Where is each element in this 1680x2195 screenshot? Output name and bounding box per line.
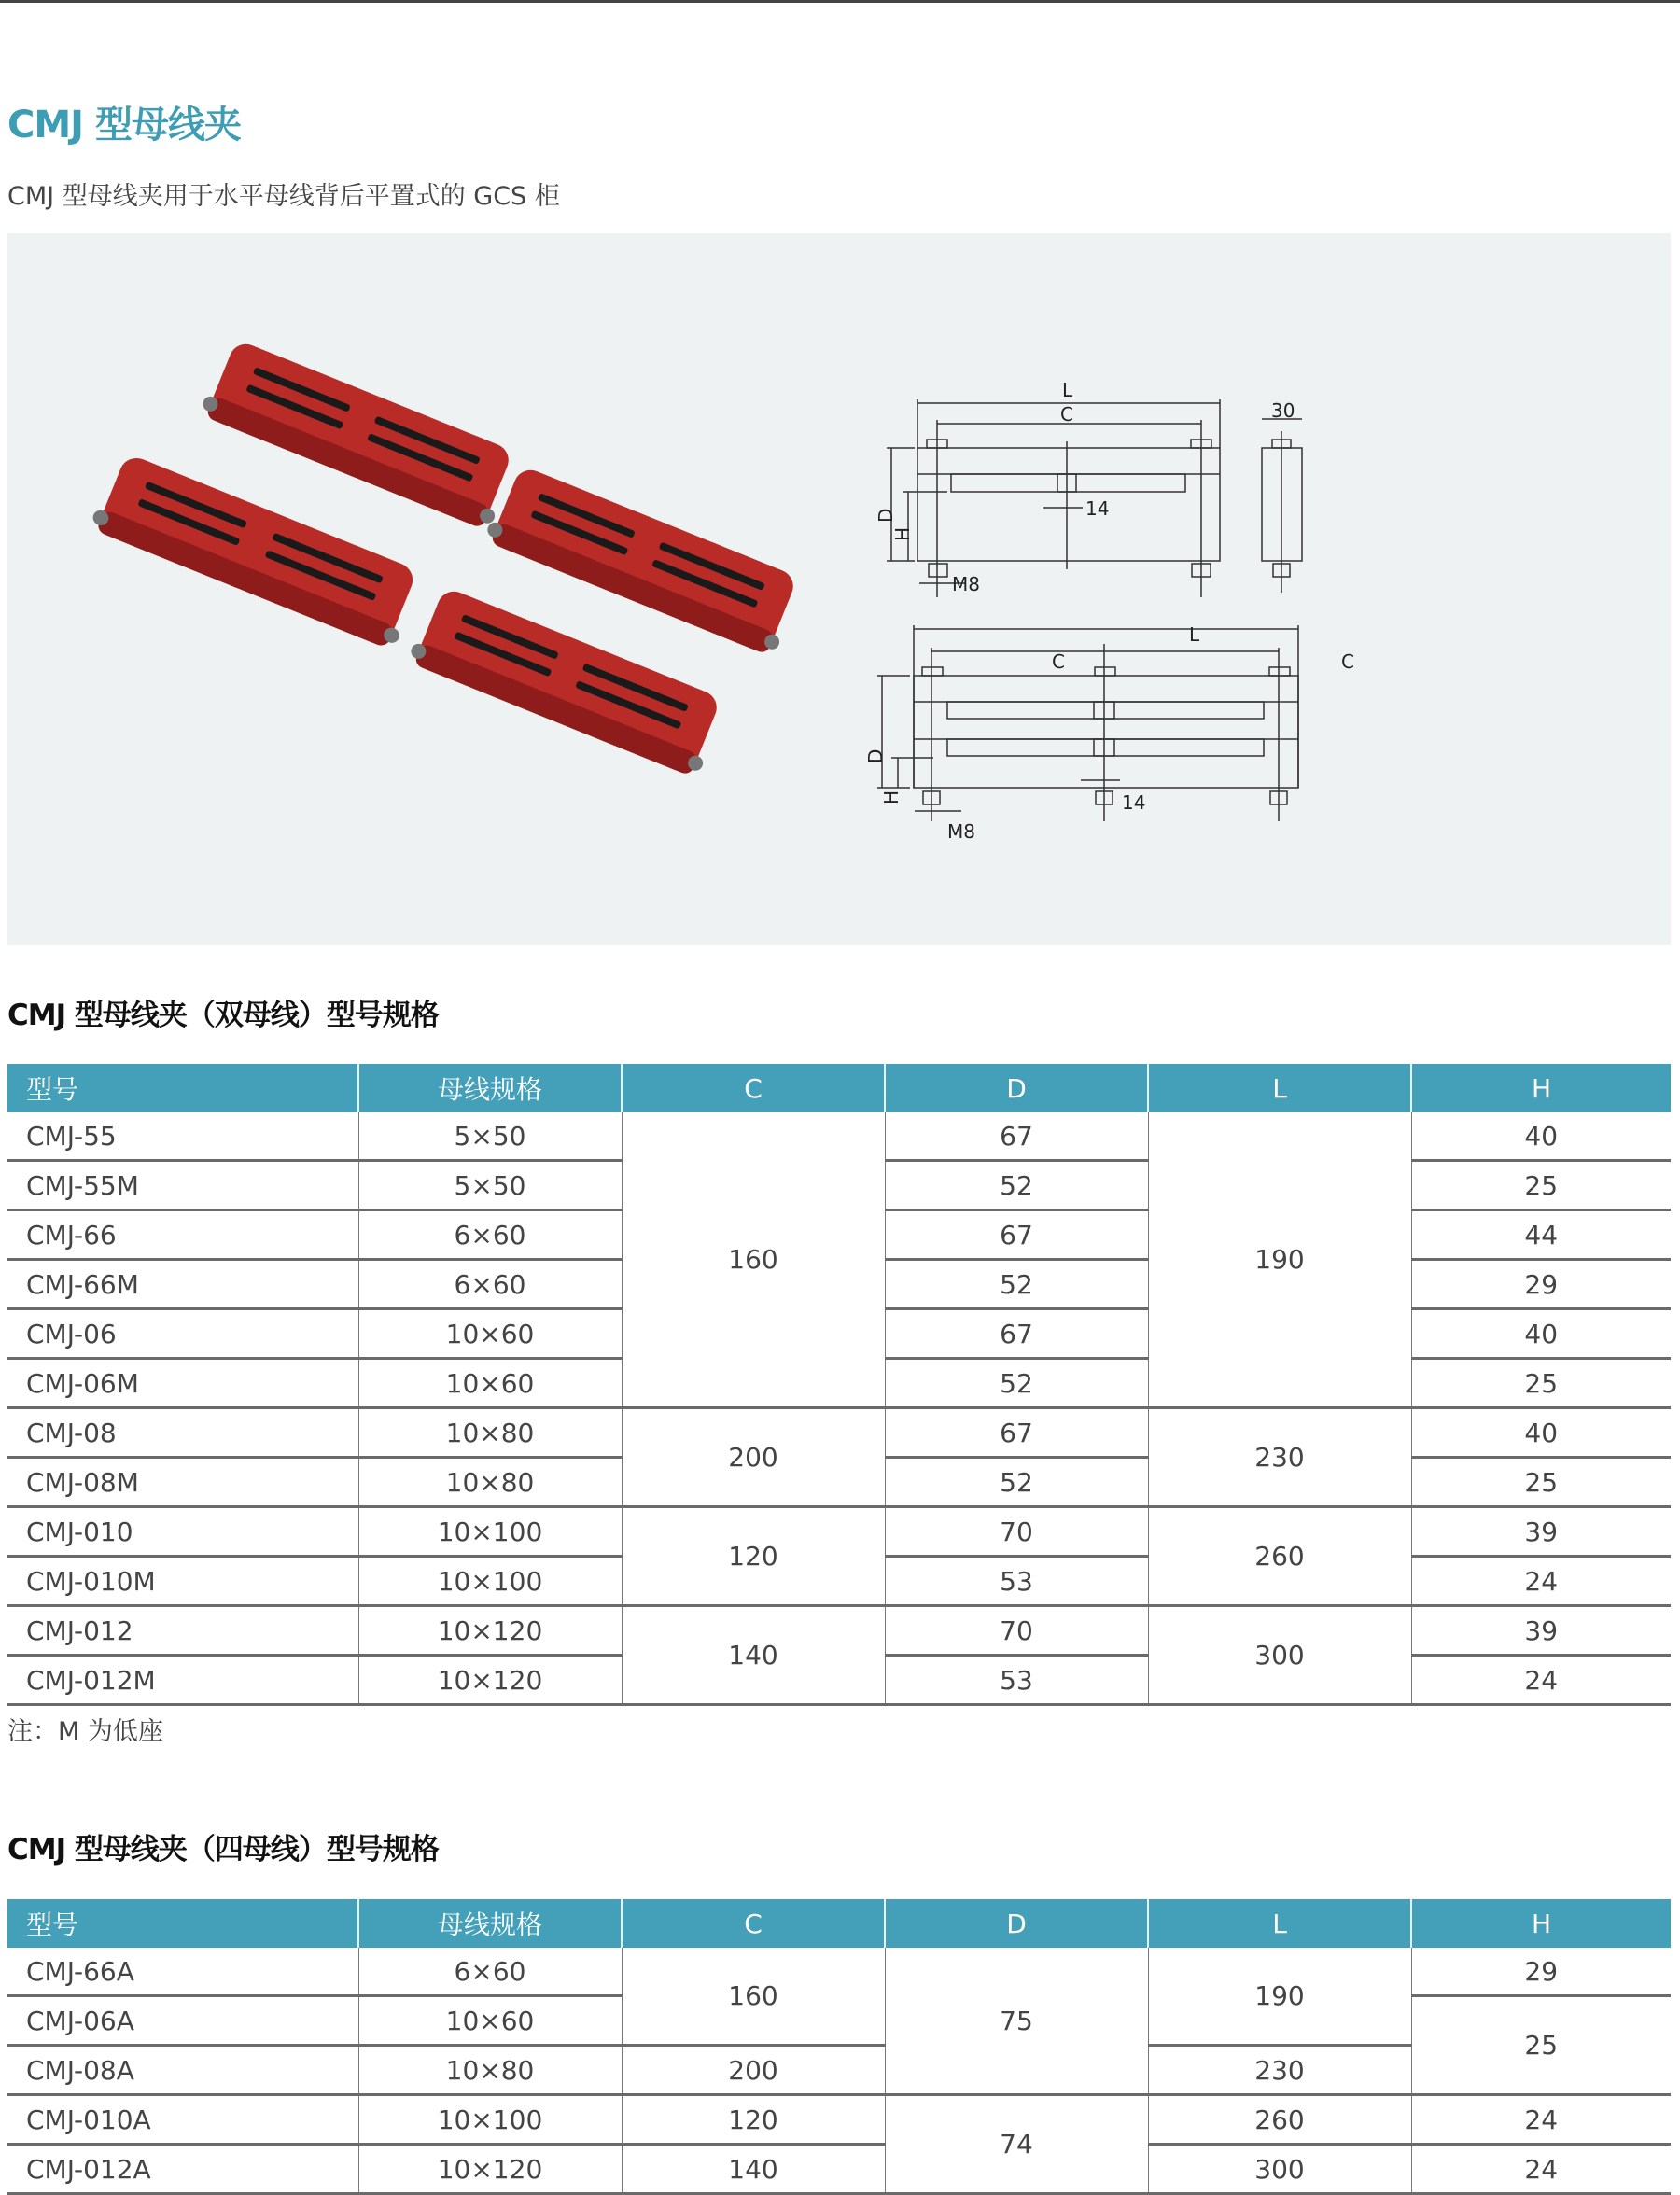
table-row	[7, 1606, 1671, 1656]
table-row	[7, 1408, 1671, 1458]
cell-model: CMJ-55	[7, 1112, 358, 1161]
cell-model: CMJ-010A	[7, 2095, 358, 2145]
dim-label-m8: M8	[952, 573, 980, 595]
column-header-l: L	[1148, 1064, 1411, 1112]
cell-model: CMJ-012M	[7, 1656, 358, 1705]
cell-l: 260	[1148, 2095, 1411, 2145]
top-rule	[0, 0, 1680, 3]
cell-busbar-spec: 10×100	[358, 1507, 622, 1557]
column-header-model: 型号	[7, 1899, 358, 1948]
cell-h: 40	[1411, 1408, 1671, 1458]
table-note: 注：M 为低座	[7, 1717, 163, 1746]
product-image-panel	[7, 233, 1671, 945]
dim-label-14-2: 14	[1122, 791, 1146, 814]
table-header-row	[7, 1064, 1671, 1112]
table-row	[7, 2145, 1671, 2194]
cell-model: CMJ-66A	[7, 1948, 358, 1996]
cell-c: 200	[622, 1408, 885, 1507]
column-header-busbar-spec: 母线规格	[358, 1899, 622, 1948]
table-header-row	[7, 1899, 1671, 1948]
cell-l: 260	[1148, 1507, 1411, 1606]
cell-l: 230	[1148, 1408, 1411, 1507]
cell-h: 24	[1411, 2145, 1671, 2194]
cell-busbar-spec: 10×80	[358, 1458, 622, 1507]
cell-c: 160	[622, 1112, 885, 1408]
page-title: CMJ 型母线夹	[7, 104, 241, 147]
cell-busbar-spec: 5×50	[358, 1112, 622, 1161]
dim-label-14: 14	[1085, 497, 1110, 520]
cell-c: 140	[622, 1606, 885, 1705]
product-illustration	[7, 233, 1671, 945]
dim-label-h-2: H	[880, 790, 903, 804]
table-row	[7, 1948, 1671, 1996]
column-header-h: H	[1411, 1064, 1671, 1112]
cell-h: 24	[1411, 1656, 1671, 1705]
cell-model: CMJ-010M	[7, 1557, 358, 1606]
cell-d: 67	[885, 1408, 1148, 1458]
cell-h: 40	[1411, 1112, 1671, 1161]
cell-d: 70	[885, 1507, 1148, 1557]
column-header-d: D	[885, 1064, 1148, 1112]
cell-busbar-spec: 10×60	[358, 1359, 622, 1408]
cell-d: 74	[885, 2095, 1148, 2194]
cell-h: 25	[1411, 1161, 1671, 1210]
cell-c: 120	[622, 1507, 885, 1606]
cell-d: 75	[885, 1948, 1148, 2095]
cell-h: 29	[1411, 1260, 1671, 1309]
dim-label-l: L	[1062, 379, 1073, 401]
cell-busbar-spec: 10×120	[358, 1606, 622, 1656]
cell-l: 300	[1148, 2145, 1411, 2194]
cell-h: 25	[1411, 1359, 1671, 1408]
cell-model: CMJ-06M	[7, 1359, 358, 1408]
cell-model: CMJ-66	[7, 1210, 358, 1260]
cell-h: 40	[1411, 1309, 1671, 1359]
cell-d: 67	[885, 1210, 1148, 1260]
cell-l: 190	[1148, 1948, 1411, 2046]
cell-busbar-spec: 6×60	[358, 1948, 622, 1996]
cell-h: 25	[1411, 1996, 1671, 2095]
section-title-quad-bus: CMJ 型母线夹（四母线）型号规格	[7, 1833, 439, 1866]
table-row	[7, 1507, 1671, 1557]
dim-label-d-2: D	[864, 748, 887, 763]
cell-h: 39	[1411, 1606, 1671, 1656]
column-header-c: C	[622, 1064, 885, 1112]
cell-d: 67	[885, 1309, 1148, 1359]
cell-busbar-spec: 10×120	[358, 2145, 622, 2194]
cell-l: 300	[1148, 1606, 1411, 1705]
cell-busbar-spec: 10×80	[358, 1408, 622, 1458]
cell-d: 70	[885, 1606, 1148, 1656]
cell-busbar-spec: 10×120	[358, 1656, 622, 1705]
cell-model: CMJ-08	[7, 1408, 358, 1458]
cell-h: 44	[1411, 1210, 1671, 1260]
spec-table-double-bus	[7, 1064, 1671, 1706]
cell-c: 200	[622, 2046, 885, 2095]
dim-label-d: D	[875, 508, 897, 523]
column-header-busbar-spec: 母线规格	[358, 1064, 622, 1112]
cell-busbar-spec: 10×80	[358, 2046, 622, 2095]
cell-h: 24	[1411, 1557, 1671, 1606]
cell-l: 230	[1148, 2046, 1411, 2095]
cell-model: CMJ-06A	[7, 1996, 358, 2046]
dim-label-m8-2: M8	[947, 820, 975, 843]
table-row	[7, 2095, 1671, 2145]
page-subtitle: CMJ 型母线夹用于水平母线背后平置式的 GCS 柜	[7, 182, 560, 211]
cell-d: 52	[885, 1458, 1148, 1507]
cell-model: CMJ-66M	[7, 1260, 358, 1309]
cell-c: 140	[622, 2145, 885, 2194]
cell-d: 67	[885, 1112, 1148, 1161]
cell-d: 53	[885, 1656, 1148, 1705]
cell-busbar-spec: 10×100	[358, 2095, 622, 2145]
cell-busbar-spec: 10×60	[358, 1996, 622, 2046]
column-header-d: D	[885, 1899, 1148, 1948]
cell-h: 29	[1411, 1948, 1671, 1996]
cell-model: CMJ-55M	[7, 1161, 358, 1210]
dim-label-c: C	[1060, 403, 1073, 426]
cell-busbar-spec: 6×60	[358, 1260, 622, 1309]
cell-d: 52	[885, 1359, 1148, 1408]
column-header-h: H	[1411, 1899, 1671, 1948]
technical-drawing-four-bus	[877, 625, 1298, 821]
dim-label-30: 30	[1271, 399, 1295, 422]
dim-label-c-2a: C	[1052, 650, 1065, 673]
cell-d: 53	[885, 1557, 1148, 1606]
cell-h: 39	[1411, 1507, 1671, 1557]
column-header-c: C	[622, 1899, 885, 1948]
cell-busbar-spec: 5×50	[358, 1161, 622, 1210]
cell-d: 52	[885, 1161, 1148, 1210]
cell-c: 160	[622, 1948, 885, 2046]
cell-busbar-spec: 10×60	[358, 1309, 622, 1359]
column-header-model: 型号	[7, 1064, 358, 1112]
cell-busbar-spec: 6×60	[358, 1210, 622, 1260]
cell-c: 120	[622, 2095, 885, 2145]
cell-model: CMJ-010	[7, 1507, 358, 1557]
cell-model: CMJ-08M	[7, 1458, 358, 1507]
dim-label-c-2b: C	[1341, 650, 1354, 673]
spec-table-quad-bus	[7, 1899, 1671, 2195]
cell-l: 190	[1148, 1112, 1411, 1408]
cell-h: 25	[1411, 1458, 1671, 1507]
cell-h: 24	[1411, 2095, 1671, 2145]
cell-busbar-spec: 10×100	[358, 1557, 622, 1606]
dim-label-l-2: L	[1189, 623, 1200, 646]
cell-model: CMJ-012A	[7, 2145, 358, 2194]
cell-d: 52	[885, 1260, 1148, 1309]
section-title-double-bus: CMJ 型母线夹（双母线）型号规格	[7, 999, 439, 1032]
cell-model: CMJ-012	[7, 1606, 358, 1656]
cell-model: CMJ-06	[7, 1309, 358, 1359]
table-row	[7, 1112, 1671, 1161]
dim-label-h: H	[891, 526, 914, 541]
cell-model: CMJ-08A	[7, 2046, 358, 2095]
column-header-l: L	[1148, 1899, 1411, 1948]
